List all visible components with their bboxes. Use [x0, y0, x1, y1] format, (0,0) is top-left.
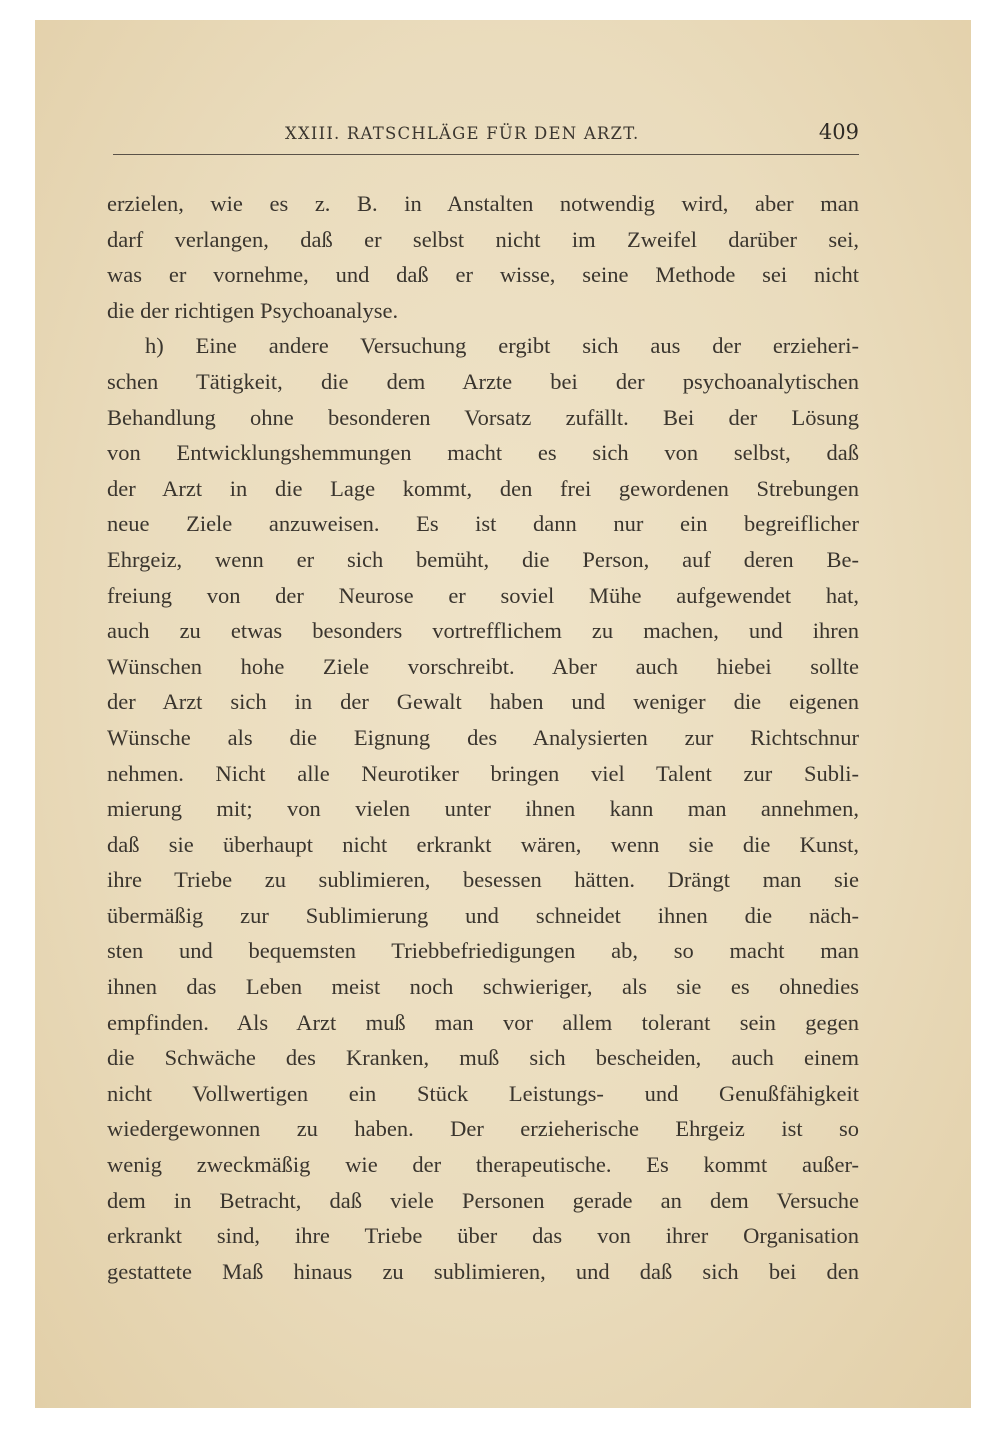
text-line: mierung mit; von vielen unter ihnen kann man annehmen,	[107, 796, 859, 822]
text-line: daß sie überhaupt nicht erkrankt wären, wenn sie die Kunst,	[107, 831, 859, 857]
text-line: der Arzt in die Lage kommt, den frei gewordenen Strebungen	[107, 475, 859, 501]
text-line: erkrankt sind, ihre Triebe über das von ihrer Organisation	[107, 1223, 859, 1249]
text-line: nicht Vollwertigen ein Stück Leistungs- und Genußfähigkeit	[107, 1080, 859, 1106]
text-line: wenig zweckmäßig wie der therapeutische. Es kommt außer-	[107, 1152, 859, 1178]
text-line: nehmen. Nicht alle Neurotiker bringen viel Talent zur Subli-	[107, 760, 859, 786]
text-line: sten und bequemsten Triebbefriedigungen ab, so macht man	[107, 938, 859, 964]
running-title: XXIII. RATSCHLÄGE FÜR DEN ARZT.	[285, 124, 640, 143]
text-line: wiedergewonnen zu haben. Der erzieherische Ehrgeiz ist so	[107, 1116, 859, 1142]
text-line: übermäßig zur Sublimierung und schneidet ihnen die näch-	[107, 902, 859, 928]
text-line: gestattete Maß hinaus zu sublimieren, und daß sich bei den	[107, 1258, 859, 1284]
text-line: schen Tätigkeit, die dem Arzte bei der psychoanalytischen	[107, 368, 859, 394]
page-number: 409	[818, 120, 859, 144]
text-line: die Schwäche des Kranken, muß sich bescheiden, auch einem	[107, 1045, 859, 1071]
text-line: Behandlung ohne besonderen Vorsatz zufällt. Bei der Lösung	[107, 404, 859, 430]
text-line: Wünschen hohe Ziele vorschreibt. Aber auch hiebei sollte	[107, 653, 859, 679]
text-line: darf verlangen, daß er selbst nicht im Zweifel darüber sei,	[107, 226, 859, 252]
scanned-page	[35, 20, 971, 1408]
text-line: neue Ziele anzuweisen. Es ist dann nur ein begreiflicher	[107, 511, 859, 537]
running-header	[113, 120, 859, 155]
text-line: ihre Triebe zu sublimieren, besessen hätten. Drängt man sie	[107, 867, 859, 893]
text-line: freiung von der Neurose er soviel Mühe aufgewendet hat,	[107, 582, 859, 608]
text-line: Wünsche als die Eignung des Analysierten zur Richtschnur	[107, 724, 859, 750]
text-line: von Entwicklungshemmungen macht es sich von selbst, daß	[107, 440, 859, 466]
text-line: was er vornehme, und daß er wisse, seine Methode sei nicht	[107, 262, 859, 288]
text-line: die der richtigen Psychoanalyse.	[107, 297, 399, 323]
body-text	[107, 186, 859, 1289]
text-line: h) Eine andere Versuchung ergibt sich aus der erzieheri-	[145, 333, 859, 359]
text-line: Ehrgeiz, wenn er sich bemüht, die Person, auf deren Be-	[107, 546, 859, 572]
text-line: auch zu etwas besonders vortrefflichem zu machen, und ihren	[107, 618, 859, 644]
text-line: empfinden. Als Arzt muß man vor allem tolerant sein gegen	[107, 1009, 859, 1035]
text-line: dem in Betracht, daß viele Personen gerade an dem Versuche	[107, 1187, 859, 1213]
text-line: erzielen, wie es z. B. in Anstalten notwendig wird, aber man	[107, 191, 859, 216]
text-line: ihnen das Leben meist noch schwieriger, als sie es ohnedies	[107, 974, 859, 1000]
text-line: der Arzt sich in der Gewalt haben und weniger die eigenen	[107, 689, 859, 715]
